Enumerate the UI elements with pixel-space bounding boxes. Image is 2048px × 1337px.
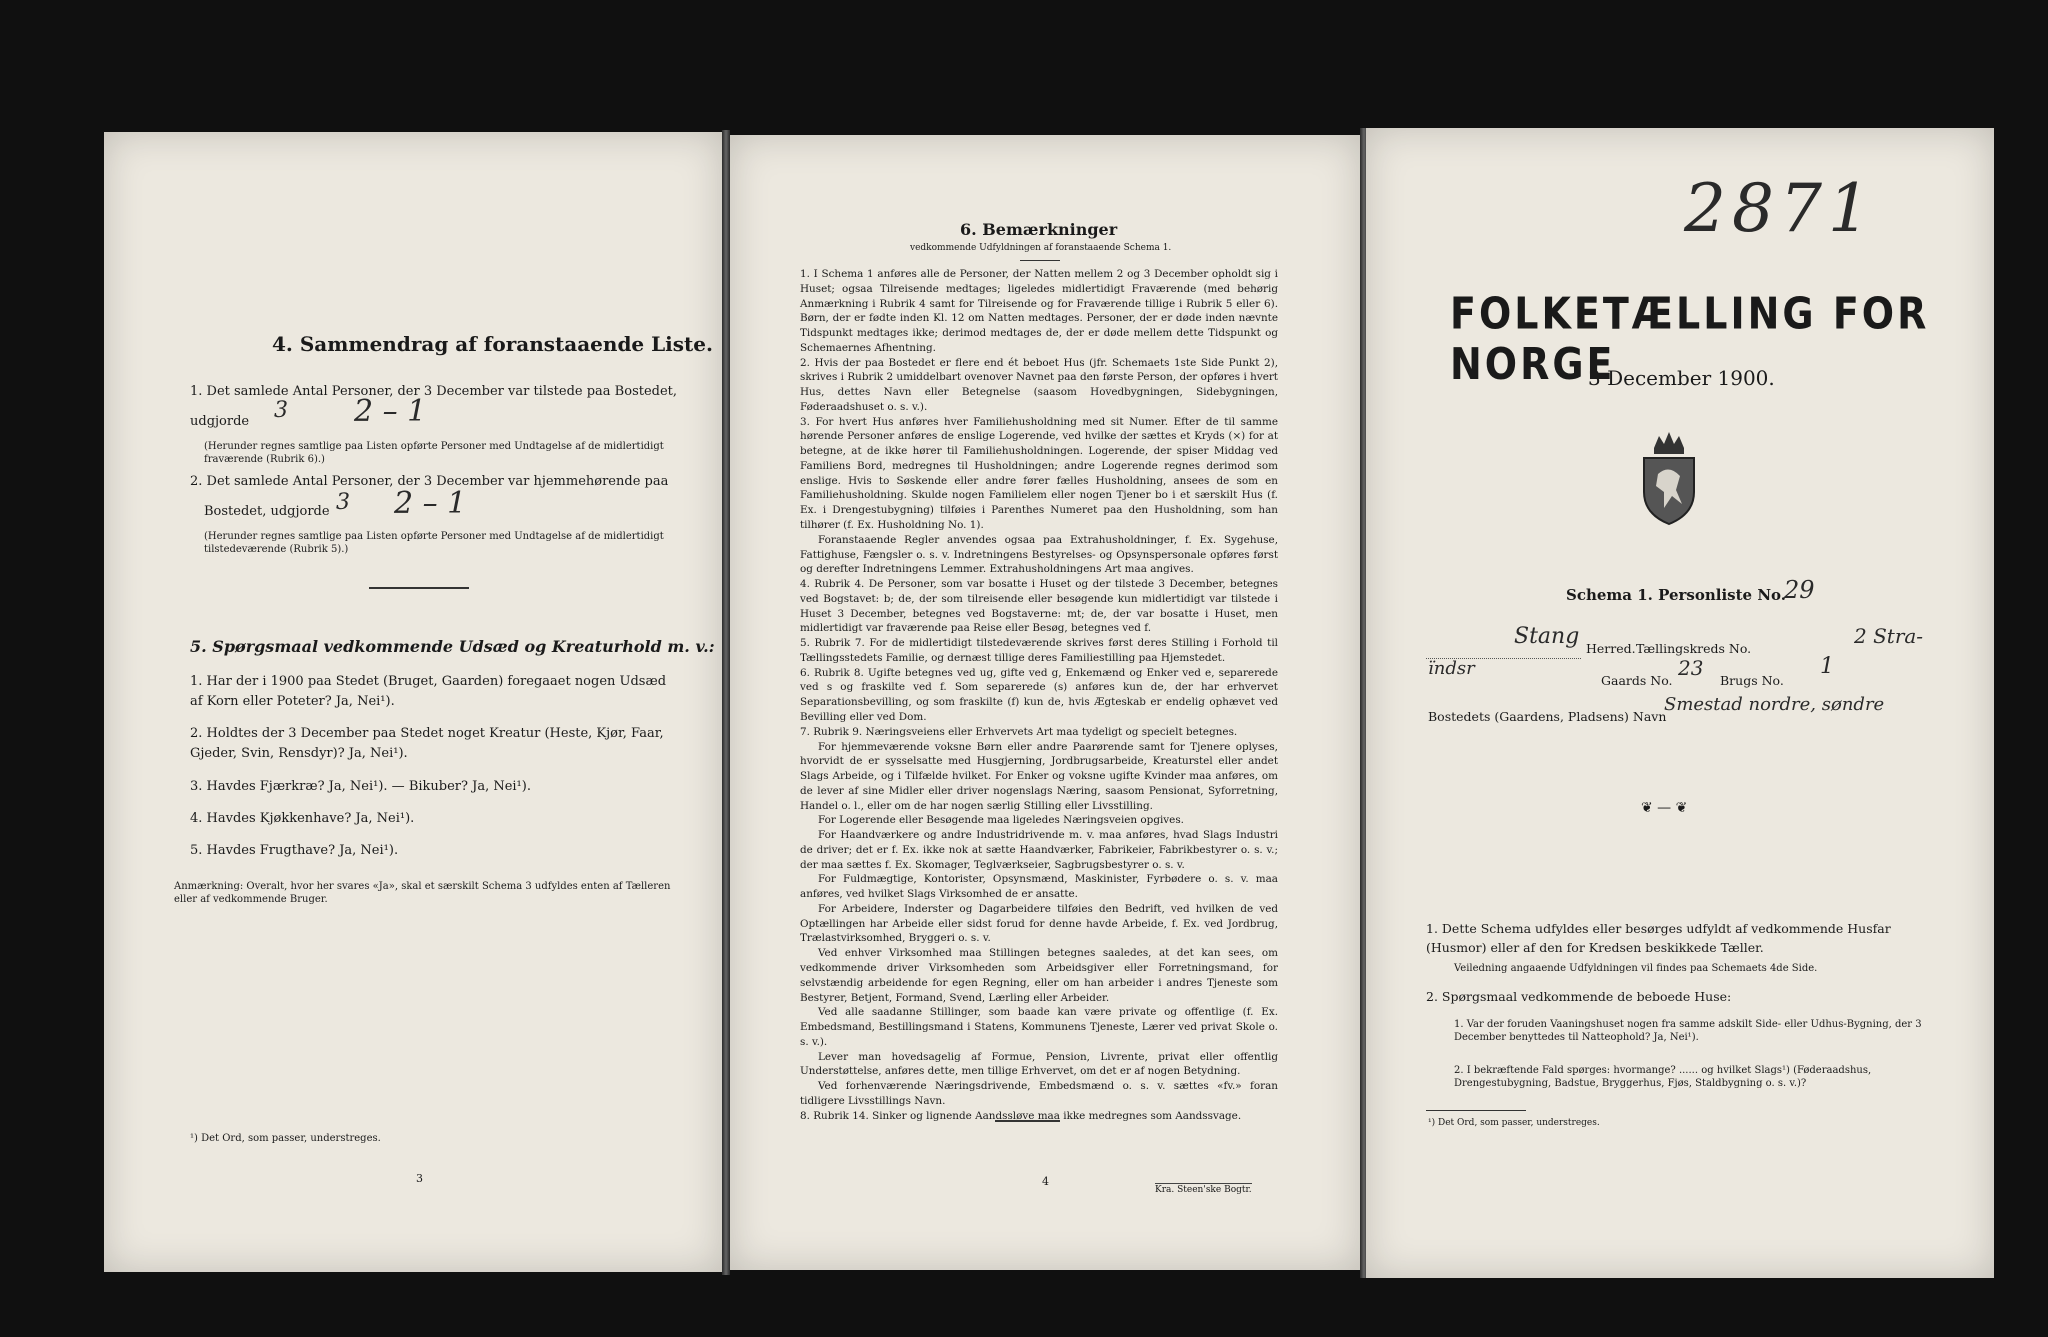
brugs-value: 1 xyxy=(1820,654,1834,679)
q2-split: 2 – 1 xyxy=(394,486,467,521)
anmaerkning: Anmærkning: Overalt, hvor her svares «Ja», skal et særskilt Schema 3 udfyldes enten af Tælleren eller af vedkommende Bruger. xyxy=(174,881,671,905)
bosted-value: Smestad nordre, søndre xyxy=(1664,694,1885,715)
instruction-2-1: 1. Var der foruden Vaaningshuset nogen fra samme adskilt Side- eller Udhus-Bygning, der 3 December benyttedes til Natteophold? Ja, Nei¹). xyxy=(1454,1019,1922,1043)
remark-item: For Logerende eller Besøgende maa ligeledes Næringsveien opgives. xyxy=(818,814,1184,827)
page-number: 3 xyxy=(416,1172,423,1185)
ornament-icon: ❦ — ❦ xyxy=(1641,800,1688,816)
remark-item: Ved enhver Virksomhed maa Stillingen betegnes saaledes, at det kan sees, om vedkommende driver Virksomheden som Arbeidsgiver eller Forretningsmand, for selvstændig arbeidende for egen Regning, eller om han arbeider i andres Tjeneste som Bestyrer, Betjent, Formand, Svend, Lærling eller Arbeider. xyxy=(800,947,1278,1004)
q1-udgjorde: udgjorde xyxy=(190,414,250,429)
brugs-label: Brugs No. xyxy=(1720,673,1784,688)
divider xyxy=(1426,1110,1526,1111)
form-date: 3 December 1900. xyxy=(1588,366,1775,390)
remark-item: 7. Rubrik 9. Næringsveiens eller Erhvervets Art maa tydeligt og specielt betegnes. xyxy=(800,725,1238,738)
page-left xyxy=(104,132,722,1272)
remark-item: For hjemmeværende voksne Børn eller andre Paarørende samt for Tjenere oplyses, hvorvidt de er sysselsatte med Husgjerning, Jordbrugsarbeide, Kreaturstel eller andet Slags Arbeide, og i Tilfælde hvilket. For Enker og voksne ugifte Kvinder maa anføres, om de lever af sine Midler eller driver nogenslags Næring, saasom Pensionat, Syforretning, Handel o. l., eller om de har nogen særlig Stilling eller Livsstilling. xyxy=(800,740,1278,812)
footnote: ¹) Det Ord, som passer, understreges. xyxy=(1428,1118,1600,1128)
remark-item: 2. Hvis der paa Bostedet er flere end ét beboet Hus (jfr. Schemaets 1ste Side Punkt 2), skrives i Rubrik 2 umiddelbart ovenover Navnet paa den første Person, der opføres i hvert Hus, dettes Navn eller Betegnelse (saasom Hovedbygningen, Sidebygningen, Føderaadshuset o. s. v.). xyxy=(800,356,1278,413)
gaards-label: Gaards No. xyxy=(1601,673,1673,688)
herred-value: Stang xyxy=(1514,624,1580,649)
q2-note: (Herunder regnes samtlige paa Listen opførte Personer med Undtagelse af de midlertidigt tilstedeværende (Rubrik 5).) xyxy=(204,531,664,555)
q2-text: 2. Det samlede Antal Personer, der 3 December var hjemmehørende paa xyxy=(190,474,669,489)
remark-item: 5. Rubrik 7. For de midlertidigt tilstedeværende skrives først deres Stilling i Forhold til Tællingsstedets Familie, og dernæst tillige deres Familiestilling paa Hjemstedet. xyxy=(800,637,1278,664)
coat-of-arms-icon xyxy=(1634,430,1704,526)
kreds-value: 2 Stra- xyxy=(1854,624,1924,648)
printer-credit: Kra. Steen'ske Bogtr. xyxy=(1155,1185,1252,1195)
remark-item: For Haandværkere og andre Industridrivende m. v. maa anføres, hvad Slags Industri de driver; det er f. Ex. ikke nok at sætte Haandværker, Fabrikeier, Fabrikbestyrer o. s. v.; der maa sættes f. Ex. Skomager, Teglværkseier, Sagbrugsbestyrer o. s. v. xyxy=(800,829,1278,871)
instruction-2: 2. Spørgsmaal vedkommende de beboede Huse: xyxy=(1426,989,1732,1004)
page-number: 4 xyxy=(1042,1175,1049,1188)
remark-item: 8. Rubrik 14. Sinker og lignende Aandssløve maa ikke medregnes som Aandssvage. xyxy=(800,1109,1242,1122)
remark-item: 4. Rubrik 4. De Personer, som var bosatte i Huset og der tilstede 3 December, betegnes ved Bogstavet: b; de, der som tilreisende eller besøgende kun midlertidigt var tilstede i Huset 3 December, betegnes ved Bogstaverne: mt; de, der var bosatte i Huset, men midlertidigt var fraværende paa Reise eller Besøg, betegnes ved f. xyxy=(800,578,1278,635)
remark-item: Ved alle saadanne Stillinger, som baade kan være private og offentlige (f. Ex. Embedsmand, Bestillingsmand i Statens, Kommunens Tjeneste, Lærer ved privat Skole o. s. v.). xyxy=(800,1006,1278,1048)
gaards-value: 23 xyxy=(1678,656,1704,680)
q2-value: 3 xyxy=(336,490,350,515)
s5-item: 5. Havdes Frugthave? Ja, Nei¹). xyxy=(190,842,399,858)
kreds-label: Tællingskreds No. xyxy=(1636,641,1752,656)
q2-bostedet: Bostedet, udgjorde xyxy=(204,504,330,519)
schema-label: Schema 1. Personliste No. xyxy=(1566,586,1786,604)
left-spine xyxy=(722,130,730,1275)
q1-text: 1. Det samlede Antal Personer, der 3 December var tilstede paa Bostedet, xyxy=(190,384,678,399)
s5-item: 1. Har der i 1900 paa Stedet (Bruget, Gaarden) foregaaet nogen Udsæd af Korn eller Poteter? Ja, Nei¹). xyxy=(190,674,667,710)
remarks-title: 6. Bemærkninger xyxy=(960,220,1118,239)
q1-split: 2 – 1 xyxy=(354,394,427,429)
remarks-subtitle: vedkommende Udfyldningen af foranstaaende Schema 1. xyxy=(910,243,1172,253)
remark-item: Ved forhenværende Næringsdrivende, Embedsmænd o. s. v. sættes «fv.» foran tidligere Livsstillings Navn. xyxy=(800,1080,1278,1107)
divider xyxy=(369,587,469,589)
q1-note: (Herunder regnes samtlige paa Listen opførte Personer med Undtagelse af de midlertidigt fraværende (Rubrik 6).) xyxy=(204,441,664,465)
schema-value: 29 xyxy=(1784,576,1815,604)
s5-item: 4. Havdes Kjøkkenhave? Ja, Nei¹). xyxy=(190,810,415,826)
remarks-list xyxy=(800,267,1278,1123)
instruction-2-2: 2. I bekræftende Fald spørges: hvormange? ...... og hvilket Slags¹) (Føderaadshus, Drengestubygning, Badstue, Bryggerhus, Fjøs, Staldbygning o. s. v.)? xyxy=(1454,1065,1872,1089)
kreds-value-continued: ïndsr xyxy=(1428,658,1475,679)
herred-label: Herred. xyxy=(1586,641,1636,656)
instruction-1: 1. Dette Schema udfyldes eller besørges udfyldt af vedkommende Husfar (Husmor) eller af den for Kredsen beskikkede Tæller. xyxy=(1426,921,1891,955)
section4-title: 4. Sammendrag af foranstaaende Liste. xyxy=(272,332,713,356)
page-middle xyxy=(730,135,1360,1270)
remark-item: For Arbeidere, Inderster og Dagarbeidere tilføies den Bedrift, ved hvilken de ved Optællingen har Arbeide eller sidst forud for denne havde Arbeide, f. Ex. ved Jordbrug, Trælastvirksomhed, Bryggeri o. s. v. xyxy=(800,902,1278,945)
form-title: FOLKETÆLLING FOR NORGE xyxy=(1450,288,1930,390)
remark-item: For Fuldmægtige, Kontorister, Opsynsmænd, Maskinister, Fyrbødere o. s. v. maa anføres, ved hvilket Slags Virksomhed de er ansatte. xyxy=(800,873,1278,901)
instruction-1-note: Veiledning angaaende Udfyldningen vil findes paa Schemaets 4de Side. xyxy=(1454,963,1818,974)
remark-item: 1. I Schema 1 anføres alle de Personer, der Natten mellem 2 og 3 December opholdt sig i Huset; ogsaa Tilreisende medtages; ligeledes midlertidigt Fraværende (med behørig Anmærkning i Rubrik 4 samt for Tilreisende og for Fraværende tillige i Rubrik 5 eller 6). Børn, der er fødte inden Kl. 12 om Natten medtages. Personer, der er døde inden nævnte Tidspunkt medtages ikke; derimod medtages de, der er døde mellem dette Tidspunkt og Schemaernes Afhentning. xyxy=(800,268,1278,354)
q1-value: 3 xyxy=(274,398,288,423)
footnote: ¹) Det Ord, som passer, understreges. xyxy=(190,1133,381,1144)
s5-item: 3. Havdes Fjærkræ? Ja, Nei¹). — Bikuber? Ja, Nei¹). xyxy=(190,778,531,794)
bosted-label: Bostedets (Gaardens, Pladsens) Navn xyxy=(1428,709,1667,724)
divider xyxy=(1020,260,1060,261)
s5-item: 2. Holdtes der 3 December paa Stedet noget Kreatur (Heste, Kjør, Faar, Gjeder, Svin, Rensdyr)? Ja, Nei¹). xyxy=(190,726,664,762)
section5-list xyxy=(190,672,670,861)
remark-item: Foranstaaende Regler anvendes ogsaa paa Extrahusholdninger, f. Ex. Sygehuse, Fattighuse, Fængsler o. s. v. Indretningens Bestyrelses- og Opsynspersonale opføres først og derefter Indretningens Lemmer. Extrahusholdningens Art maa angives. xyxy=(800,533,1278,576)
remark-item: Lever man hovedsagelig af Formue, Pension, Livrente, privat eller offentlig Understøttelse, anføres dette, men tillige Erhvervet, om det er af nogen Betydning. xyxy=(800,1050,1278,1078)
remark-item: 6. Rubrik 8. Ugifte betegnes ved ug, gifte ved g, Enkemænd og Enker ved e, separerede ved s og fraskilte ved f. Som separerede (s) anføres kun de, der har erhvervet Separationsbevilling, og som fraskilte (f) kun de, hvis Ægteskab er endelig ophævet ved Bevilling eller ved Dom. xyxy=(800,666,1278,723)
page-right xyxy=(1366,128,1994,1278)
divider xyxy=(995,1120,1060,1122)
section5-title: 5. Spørgsmaal vedkommende Udsæd og Kreaturhold m. v.: xyxy=(190,637,715,656)
handwritten-number: 2871 xyxy=(1684,170,1876,247)
remark-item: 3. For hvert Hus anføres hver Familiehusholdning med sit Numer. Efter de til samme hørende Personer anføres de enslige Logerende, ved hvilke der sættes et Kryds (×) for at betegne, at de ikke hører til Familiehusholdningen. Logerende, der spiser Middag ved Familiens Bord, medregnes til Husholdningen; andre Logerende regnes derimod som enslige. Hvis to Søskende eller andre fører fælles Husholdning, ansees de som en Familiehusholdning. Skulde nogen Familielem eller nogen Tjener bo i et særskilt Hus (f. Ex. i Drengestubygning) tilføies i Parenthes Numeret paa den Husholdning, som han tilhører (f. Ex. Husholdning No. 1). xyxy=(800,415,1278,532)
